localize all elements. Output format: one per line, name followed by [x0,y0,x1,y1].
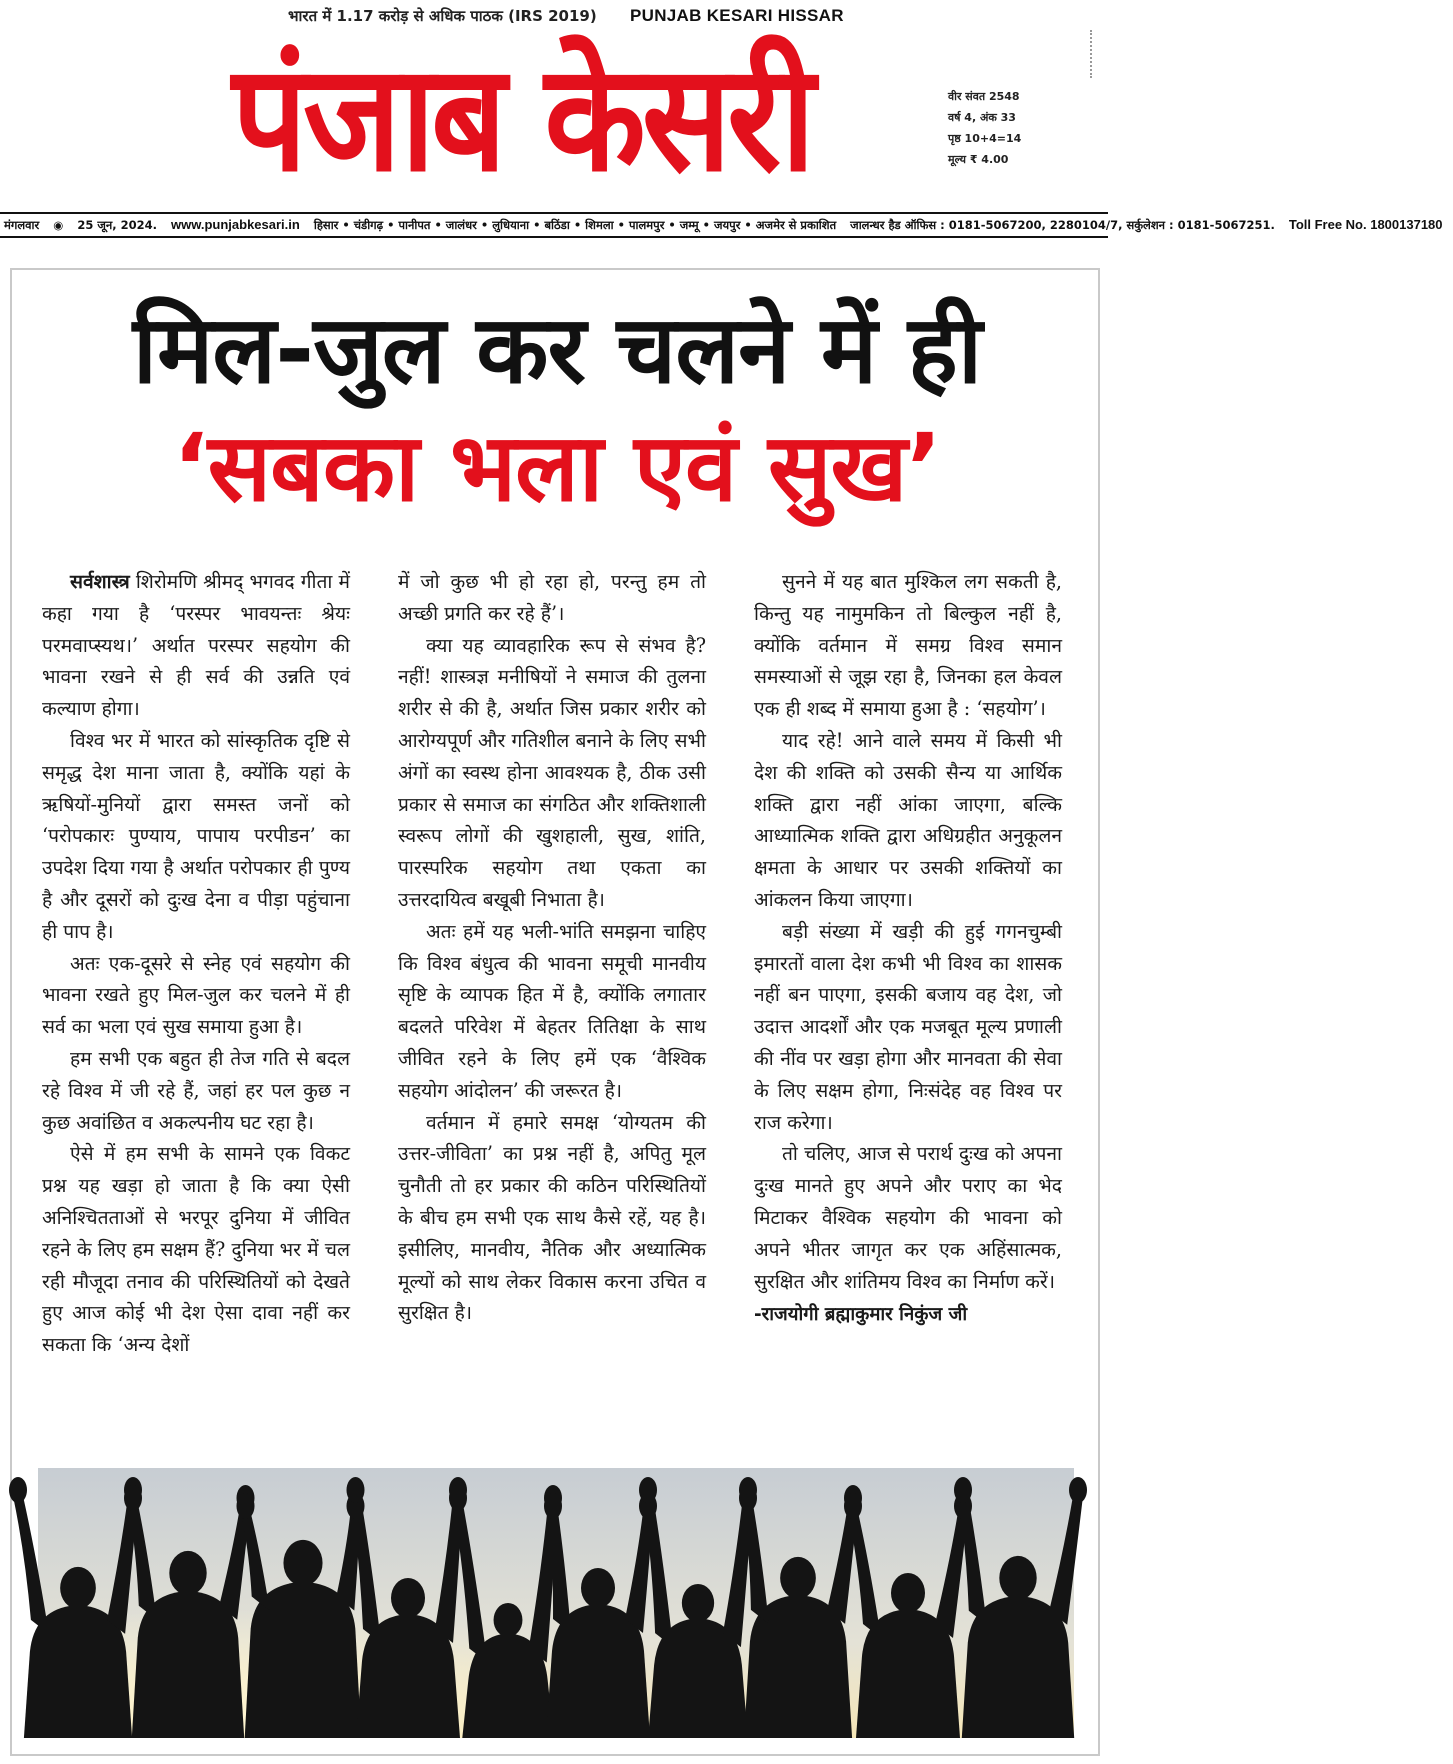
paragraph: सुनने में यह बात मुश्किल लग सकती है, किन्तु यह नामुमकिन तो बिल्कुल नहीं है, क्योंकि वर्तमान में समग्र विश्व समान समस्याओं से जूझ रहा है, जिनका हल केवल एक ही शब्द में समाया हुआ है : ‘सहयोग’। [754,570,1062,721]
dateline-day: मंगलवार [4,218,40,232]
person-body [132,1592,244,1738]
joined-hands [1069,1477,1087,1503]
people-holding-hands-photo [38,1468,1074,1738]
paragraph: हम सभी एक बहुत ही तेज गति से बदल रहे विश्व में जी रहे हैं, जहां हर पल कुछ न कुछ अवांछित व अकल्पनीय घट रहा है। [42,1046,350,1134]
paragraph [42,566,350,725]
headline-line1: मिल-जुल कर चलने में ही [132,296,982,405]
article-column-3 [754,566,1062,1466]
dateline-tollfree: Toll Free No. 1800137180 [1288,217,1443,232]
paragraph: क्या यह व्यावहारिक रूप से संभव है? नहीं! शास्त्रज्ञ मनीषियों ने समाज की तुलना शरीर से की है, अर्थात जिस प्रकार शरीर को आरोग्यपूर्ण और गतिशील बनाने के लिए सभी अंगों का स्वस्थ होना आवश्यक है, ठीक उसी प्रकार से समाज का संगठित और शक्तिशाली स्वरूप लोगों की खुशहाली, सुख, शांति, पारस्परिक सहयोग तथा एकता का उत्तरदायित्व बखूबी निभाता है। [398,633,706,911]
lead-word: सर्वशास्त्र [70,570,130,593]
newspaper-logo: पंजाब केसरी [232,32,812,206]
person-head [780,1557,816,1599]
joined-hands [124,1485,142,1511]
joined-hands [449,1485,467,1511]
person-head [682,1584,714,1622]
issue-pages: पृष्ठ 10+4=14 [948,132,1022,145]
article-column-1 [42,566,350,1466]
joined-hands [739,1485,757,1511]
masthead [0,0,1443,240]
dateline-office: जालन्धर हैड ऑफिस : 0181-5067200, 2280104/7, सर्कुलेशन : 0181-5067251. [850,218,1275,232]
joined-hands [544,1493,562,1519]
paragraph-text: शिरोमणि श्रीमद् भगवद गीता में कहा गया है ‘परस्पर भावयन्तः श्रेयः परमवाप्स्यथ।’ अर्थात परस्पर सहयोग की भावना रखने से ही सर्व की उन्नति एवं कल्याण होगा। [42,570,350,721]
paragraph: तो चलिए, आज से परार्थ दुःख को अपना दुःख मानते हुए अपने और पराए का भेद मिटाकर वैश्विक सहयोग की भावना को अपने भीतर जागृत कर एक अहिंसात्मक, सुरक्षित और शांतिमय विश्व का निर्माण करें। [754,1142,1062,1293]
paragraph: याद रहे! आने वाले समय में किसी भी देश की शक्ति को उसकी सैन्य या आर्थिक शक्ति द्वारा नहीं आंका जाएगा, बल्कि आध्यात्मिक शक्ति द्वारा अधिग्रहीत अनुकूलन क्षमता के आधार पर उसकी शक्तियों का आंकलन किया जाएगा। [754,728,1062,911]
dateline-cities: हिसार • चंडीगढ़ • पानीपत • जालंधर • लुधियाना • बठिंडा • शिमला • पालमपुर • जम्मू • जयपुर • अजमेर से प्रकाशित [313,218,837,232]
person-head [999,1556,1036,1600]
edition-name: PUNJAB KESARI HISSAR [630,6,844,25]
joined-hands [9,1477,27,1503]
readership-tagline: भारत में 1.17 करोड़ से अधिक पाठक (IRS 2019) [288,7,597,25]
clock-icon: ◉ [53,218,64,232]
author-byline: -राजयोगी ब्रह्माकुमार निकुंज जी [754,1304,968,1326]
joined-hands [237,1493,255,1519]
person-head [891,1573,925,1613]
joined-hands [844,1493,862,1519]
issue-samvat: वीर संवत 2548 [948,90,1020,103]
person-head [283,1540,322,1586]
paragraph: वर्तमान में हमारे समक्ष ‘योग्यतम की उत्तर-जीविता’ का प्रश्न नहीं है, अपितु मूल चुनौती तो हर प्रकार की कठिन परिस्थितियों के बीच हम सभी एक साथ कैसे रहें, यह है। इसीलिए, मानवीय, नैतिक और अध्यात्मिक मूल्यों को साथ लेकर विकास करना उचित व सुरक्षित है। [398,1110,706,1325]
silhouette-photo [38,1468,1074,1738]
dateline-strip [0,212,1443,238]
dateline-date: 25 जून, 2024. [77,218,157,232]
joined-hands [954,1477,972,1503]
issue-info [948,86,1021,170]
website-link[interactable]: www.punjabkesari.in [171,217,300,232]
headline-line2: ‘सबका भला एवं सुख’ [172,414,942,523]
person-head [60,1567,96,1609]
person-head [391,1578,425,1618]
joined-hands [639,1477,657,1503]
person-head [581,1568,615,1608]
person-head [169,1551,206,1595]
person-body [744,1596,852,1738]
article-clipping [10,268,1100,1756]
divider [1090,30,1092,78]
issue-price: मूल्य ₹ 4.00 [948,153,1009,166]
person-body [245,1583,362,1738]
joined-hands [347,1477,365,1503]
paragraph: ऐसे में हम सभी के सामने एक विकट प्रश्न यह खड़ा हो जाता है कि क्या ऐसी अनिश्चितताओं से भरपूर दुनिया में जीवित रहने के लिए हम सक्षम हैं? दुनिया भर में चल रही मौजूदा तनाव की परिस्थितियों को देखते हुए आज कोई भी देश ऐसा दावा नहीं कर सकता कि ‘अन्य देशों [42,1142,350,1357]
paragraph: अतः हमें यह भली-भांति समझना चाहिए कि विश्व बंधुत्व की भावना समूची मानवीय सृष्टि के व्यापक हित में है, क्योंकि लगातार बदलते परिवेश में बेहतर तितिक्षा के साथ जीवित रहने के लिए हमें एक ‘वैश्विक सहयोग आंदोलन’ की जरूरत है। [398,919,706,1102]
paragraph: बड़ी संख्या में खड़ी की हुई गगनचुम्बी इमारतों वाला देश कभी भी विश्व का शासक नहीं बन पाएगा, इसकी बजाय वह देश, जो उदात्त आदर्शों और एक मजबूत मूल्य प्रणाली की नींव पर खड़ा होगा और मानवता की सेवा के लिए सक्षम होगा, निःसंदेह वह विश्व पर राज करेगा। [754,919,1062,1134]
paragraph: अतः एक-दूसरे से स्नेह एवं सहयोग की भावना रखते हुए मिल-जुल कर चलने में ही सर्व का भला एवं सुख समाया हुआ है। [42,951,350,1039]
issue-volume: वर्ष 4, अंक 33 [948,111,1016,124]
paragraph: विश्व भर में भारत को सांस्कृतिक दृष्टि से समृद्ध देश माना जाता है, क्योंकि यहां के ऋषियों-मुनियों द्वारा समस्त जनों को ‘परोपकारः पुण्याय, पापाय परपीडन’ का उपदेश दिया गया है अर्थात परोपकार ही पुण्य है और दूसरों को दुःख देना व पीड़ा पहुंचाना ही पाप है। [42,728,350,943]
paragraph: में जो कुछ भी हो रहा हो, परन्तु हम तो अच्छी प्रगति कर रहे हैं’। [398,570,706,625]
article-column-2 [398,566,706,1466]
person-head [494,1603,523,1637]
